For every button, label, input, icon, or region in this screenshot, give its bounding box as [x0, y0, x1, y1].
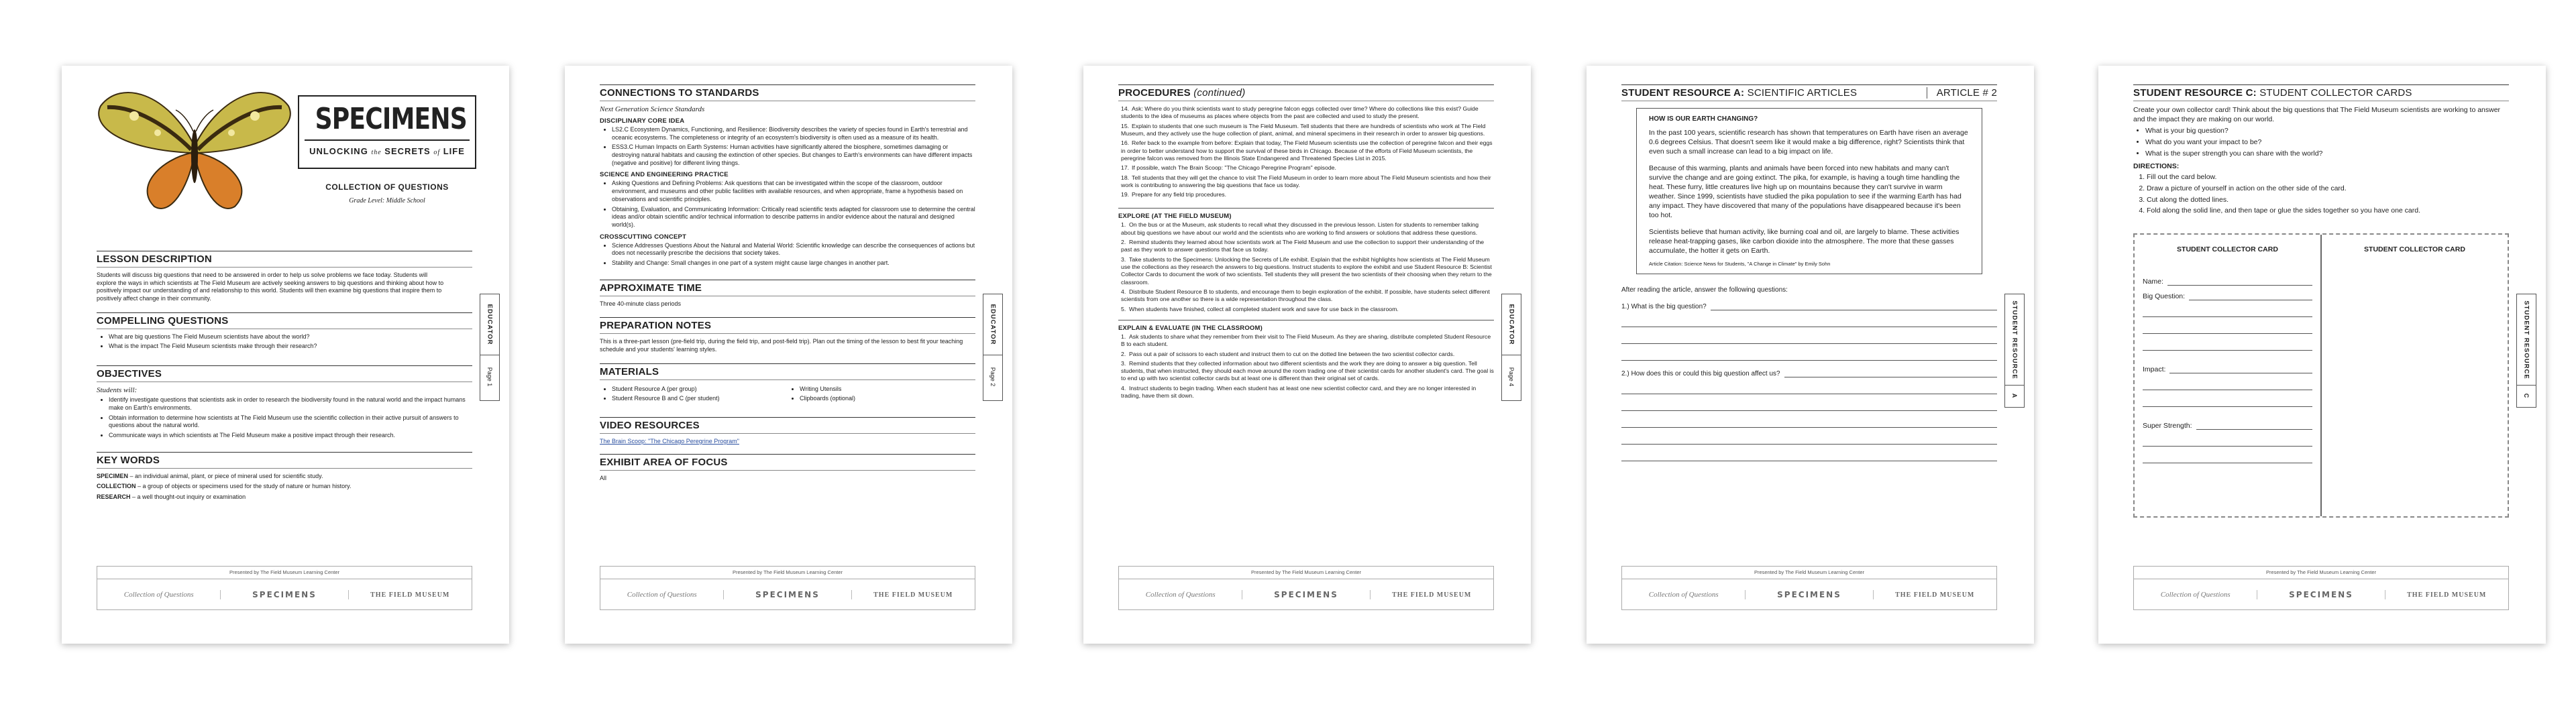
grade-level: Grade Level: Middle School: [349, 197, 425, 204]
brand-title: SPECIMENS: [315, 102, 467, 136]
page-5: [2098, 66, 2546, 644]
tab-page: Page 4: [1508, 367, 1515, 387]
answer-line[interactable]: [2143, 334, 2312, 351]
list-item: • Science Addresses Questions About the Natural and Material World: Scientific knowledge can describe the consequences of actions but does not necessarily prescribe the decisions that society takes.: [612, 242, 975, 257]
educator-tab: [983, 294, 1003, 401]
answer-line[interactable]: [1621, 344, 1997, 361]
list-item: 3. Remind students that they collected information about two different scientists and the work they are doing to answer a big question. Tell students, that when instructed, they should each move around the room trading one of their scientist cards for another student's card. The goal is to end up with two scientist collector cards but at least one is different than their original set of cards.: [1121, 359, 1494, 382]
resource-c-bullets: [2133, 127, 2509, 158]
list-item: 2. Draw a picture of yourself in action on the other side of the card.: [2147, 184, 2509, 194]
list-item: 4. Distribute Student Resource B to students, and encourage them to begin exploration of the exhibit. If possible, have students select different scientists from one another so there is a wide representation throughout the class.: [1121, 288, 1490, 303]
list-item: 4. Fold along the solid line, and then tape or glue the sides together so you have one card.: [2147, 207, 2509, 216]
objectives-intro: Students will:: [97, 386, 138, 395]
list-item: 16. Refer back to the example from before: Explain that today, The Field Museum scientists use the collection of peregrine falcon and their eggs in order to better understand how to support the survival of these birds in Chicago. Because of the efforts of Field Museum scientists, the peregrine falcon was removed from the Illinois State Endangered and Threatened Species List in 2015.: [1121, 139, 1493, 162]
article-title: HOW IS OUR EARTH CHANGING?: [1649, 115, 1758, 123]
prep-heading: PREPARATION NOTES: [600, 317, 975, 334]
focus-heading: EXHIBIT AREA OF FOCUS: [600, 454, 975, 471]
dci-list: [600, 126, 975, 167]
keyword-collection: COLLECTION – a group of objects or specimens used for the study of nature or human history.: [97, 483, 352, 490]
list-item: • Obtain information to determine how scientists at The Field Museum use the scientific collection in their active pursuit of answers to questions about the natural world.: [109, 414, 472, 430]
list-item: • ESS3.C Human Impacts on Earth Systems: Human activities have significantly altered the biosphere, sometimes damaging or destroying natural habitats and causing the extinction of other species. But changes to Earth's environments can have different impacts (negative and positive) for different living things.: [612, 143, 975, 167]
question-1: 1.) What is the big question?: [1621, 303, 1997, 310]
materials-heading: MATERIALS: [600, 363, 975, 380]
page-footer: Presented by The Field Museum Learning Center Collection of Questions SPECIMENS THE FIELD MUSEUM: [1621, 566, 1997, 610]
list-item: • Student Resource B and C (per student): [612, 395, 788, 403]
collector-card: [2133, 233, 2509, 518]
resource-c-intro: Create your own collector card! Think about the big questions that The Field Museum scientists are working to answer and the impact they are making on our world.: [2133, 106, 2501, 124]
tab-page: Page 2: [989, 367, 996, 387]
name-label: Name:: [2143, 277, 2163, 286]
sep-heading: SCIENCE AND ENGINEERING PRACTICE: [600, 171, 729, 179]
card-front: [2135, 235, 2322, 516]
resource-a-heading: STUDENT RESOURCE A: SCIENTIFIC ARTICLES ARTICLE # 2: [1621, 84, 1997, 101]
focus-value: All: [600, 475, 607, 482]
brand-subtitle: UNLOCKING the SECRETS of LIFE: [309, 146, 465, 156]
educator-tab: [1501, 294, 1521, 401]
procedure-steps-a: [1118, 105, 1494, 198]
directions-list: [2133, 173, 2509, 216]
student-resource-tab: [2516, 294, 2536, 408]
page-footer: Presented by The Field Museum Learning Center Collection of Questions SPECIMENS THE FIELD MUSEUM: [97, 566, 472, 610]
list-item: 5. When students have finished, collect all completed student work and save for use back in the classroom.: [1121, 305, 1399, 312]
answer-line[interactable]: [1621, 394, 1997, 411]
list-item: 15. Explain to students that one such museum is The Field Museum. Tell students that there are hundreds of scientists who work at The Field Museum, and they actively use the huge collection of plant, animal, and mineral specimens in their research in order to answer big questions.: [1121, 122, 1486, 137]
answer-line[interactable]: [2143, 390, 2312, 407]
time-value: Three 40-minute class periods: [600, 300, 682, 307]
cover-header: [97, 82, 472, 283]
article-number: ARTICLE # 2: [1927, 87, 1997, 99]
list-item: • Communicate ways in which scientists at The Field Museum make a positive impact through their research.: [109, 432, 472, 440]
list-item: 18. Tell students that they will get the chance to visit The Field Museum in order to learn more about The Field Museum scientists and how their work is contributing to answering the big questions that face us today.: [1121, 174, 1491, 188]
student-resource-tab: [2004, 294, 2025, 408]
objectives-list: [97, 396, 472, 439]
keyword-research: RESEARCH – a well thought-out inquiry or examination: [97, 493, 246, 500]
procedures-heading: PROCEDURES (continued): [1118, 84, 1494, 101]
tab-label: EDUCATOR: [486, 304, 494, 345]
page-footer: Presented by The Field Museum Learning Center Collection of Questions SPECIMENS THE FIELD MUSEUM: [1118, 566, 1494, 610]
card-back: [2322, 235, 2508, 516]
ngss-label: Next Generation Science Standards: [600, 105, 705, 113]
sep-list: [600, 180, 975, 229]
strength-label: Super Strength:: [2143, 421, 2192, 430]
butterfly-illustration: [94, 86, 295, 213]
list-item: • What is the super strength you can share with the world?: [2145, 150, 2509, 159]
explore-heading: EXPLORE (AT THE FIELD MUSEUM): [1118, 208, 1494, 220]
card-title: STUDENT COLLECTOR CARD: [2364, 245, 2465, 253]
tab-letter: C: [2523, 393, 2530, 398]
answer-line[interactable]: [1621, 445, 1997, 461]
keyword-specimen: SPECIMEN – an individual animal, plant, or piece of mineral used for scientific study.: [97, 472, 323, 479]
answer-line[interactable]: [1621, 310, 1997, 327]
list-item: 14. Ask: Where do you think scientists want to study peregrine falcon eggs collected over time? Where do collections like this exist? Guide students to the idea of museums as places where objects from the past are collected and used to study the present.: [1121, 105, 1479, 120]
list-item: • LS2.C Ecosystem Dynamics, Functioning, and Resilience: Biodiversity describes the variety of species found in Earth's terrestrial and oceanic ecosystems. The completeness or integrity of an ecosystem's biodiversity is often used as a measure of its health.: [612, 126, 975, 141]
time-heading: APPROXIMATE TIME: [600, 280, 975, 296]
answer-line[interactable]: [2143, 317, 2312, 334]
tab-label: EDUCATOR: [1507, 304, 1515, 345]
answer-line[interactable]: [1621, 377, 1997, 394]
name-field[interactable]: [2167, 285, 2312, 286]
list-item: 3. Take students to the Specimens: Unlocking the Secrets of Life exhibit. Explain that the exhibit highlights how scientists at The Field Museum use the collections as they research the answers to big questions. Instruct students to explore the exhibit and use Student Resource B: Scientist Collector Cards to document the work of two scientists. Tell students they will present the two scientists of their choosing when they return to the classroom.: [1121, 255, 1492, 286]
article-box: [1636, 108, 1982, 274]
page-4: [1587, 66, 2034, 644]
standards-heading: CONNECTIONS TO STANDARDS: [600, 84, 975, 101]
article-p3: Scientists believe that human activity, like burning coal and oil, are largely to blame. These activities release heat-trapping gases, like carbon dioxide into the atmosphere. The more that these gasses accumulate, the hotter it gets on Earth.: [1649, 227, 1960, 255]
lesson-heading: LESSON DESCRIPTION: [97, 251, 472, 268]
answer-line[interactable]: [1621, 428, 1997, 445]
tab-letter: A: [2011, 393, 2018, 398]
list-item: 1. Ask students to share what they remember from their visit to The Field Museum. As they are sharing, distribute completed Student Resource B to each student.: [1121, 333, 1491, 348]
list-item: 3. Cut along the dotted lines.: [2147, 196, 2509, 205]
page-footer: Presented by The Field Museum Learning Center Collection of Questions SPECIMENS THE FIELD MUSEUM: [2133, 566, 2509, 610]
prep-notes: This is a three-part lesson (pre-field trip, during the field trip, and post-field trip). Plan out the timing of the lesson to best fit your teaching schedule and your students' learning styles.: [600, 338, 963, 353]
list-item: • Identify investigate questions that scientists ask in order to research the biodiversity found in the natural world and the impact humans make on Earth's environments.: [109, 396, 472, 412]
article-p2: Because of this warming, plants and animals have been forced into new habitats and many can't survive the change and are going extinct. The pika, for example, is having a tough time handling the heat. These furry, little creatures live high up on mountains because they can't survive in warm weather. Since 1999, scientists have studied the pika population to see if the warming Earth has had any impact. They have discovered that many of the populations have disappeared because it's been too hot.: [1649, 164, 1962, 220]
list-item: • Stability and Change: Small changes in one part of a system might cause large changes in another part.: [612, 259, 975, 268]
big-question-label: Big Question:: [2143, 292, 2186, 300]
list-item: 1. Fill out the card below.: [2147, 173, 2509, 182]
educator-tab: [480, 294, 500, 401]
dci-heading: DISCIPLINARY CORE IDEA: [600, 117, 685, 125]
list-item: • What is the impact The Field Museum scientists make through their research?: [109, 343, 472, 351]
list-item: • Student Resource A (per group): [612, 386, 788, 394]
list-item: • Obtaining, Evaluation, and Communicating Information: Critically read scientific texts adapted for classroom use to determine the central ideas and/or obtain scientific and/or technical information to describe patterns in and/or evidence about the natural and designed world(s).: [612, 206, 975, 229]
compelling-heading: COMPELLING QUESTIONS: [97, 312, 472, 329]
answer-line[interactable]: [2143, 373, 2312, 390]
cc-list: [600, 242, 975, 268]
lesson-description: Students will discuss big questions that need to be answered in order to help us solve problems we face today. Students will explore the ways in which scientists at The Field Museum are actively seeking answers to big questions and thinking about how to positively impact our understanding of and relationship to this world. Students will then examine big questions that inspire them to positively affect change in their community.: [97, 272, 444, 302]
compelling-list: [97, 333, 472, 351]
after-reading: After reading the article, answer the following questions:: [1621, 286, 1788, 294]
article-citation: Article Citation: Science News for Students, "A Change in Climate" by Emily Sohn: [1649, 261, 1831, 268]
answer-line[interactable]: [2143, 447, 2312, 463]
video-link[interactable]: The Brain Scoop: "The Chicago Peregrine Program": [600, 438, 739, 445]
list-item: • What do you want your impact to be?: [2145, 138, 2509, 148]
page-3: [1083, 66, 1531, 644]
cc-heading: CROSSCUTTING CONCEPT: [600, 233, 687, 241]
list-item: • What are big questions The Field Museum scientists have about the world?: [109, 333, 472, 341]
answer-line[interactable]: [2143, 300, 2312, 317]
list-item: 17. If possible, watch The Brain Scoop: "The Chicago Peregrine Program" episode.: [1121, 164, 1336, 172]
page-1: [62, 66, 509, 644]
answer-line[interactable]: [1621, 411, 1997, 428]
procedure-steps-c: [1118, 333, 1494, 400]
list-item: 2. Pass out a pair of scissors to each student and instruct them to cut on the dotted line between the two scientist collector cards.: [1121, 350, 1455, 357]
card-title: STUDENT COLLECTOR CARD: [2177, 245, 2278, 253]
list-item: • What is your big question?: [2145, 127, 2509, 136]
materials-list: [600, 384, 975, 408]
list-item: 1. On the bus or at the Museum, ask students to recall what they discussed in the previous lesson. Listen for students to remember talking about big questions we have about our world and the scientists who are working to find answers or solutions that address these questions.: [1121, 221, 1479, 236]
page-2: [565, 66, 1012, 644]
list-item: • Asking Questions and Defining Problems: Ask questions that can be investigated within the scope of the classroom, outdoor environment, and museums and other public facilities with available resources, and when appropriate, frame a hypothesis based on observations and scientific principles.: [612, 180, 975, 203]
brand-box: [298, 95, 476, 169]
page-footer: Presented by The Field Museum Learning Center Collection of Questions SPECIMENS THE FIELD MUSEUM: [600, 566, 975, 610]
explain-heading: EXPLAIN & EVALUATE (IN THE CLASSROOM): [1118, 320, 1494, 332]
list-item: 4. Instruct students to begin trading. When each student has at least one new scientist collector card, and they are no longer interested in trading, have them sit down.: [1121, 384, 1477, 400]
strength-field[interactable]: [2196, 429, 2312, 430]
question-2: 2.) How does this or could this big question affect us?: [1621, 370, 1997, 377]
list-item: 2. Remind students they learned about how scientists work at The Field Museum and use the collection to support their understanding of the past as they work to answer questions that face us today.: [1121, 239, 1485, 253]
tab-label: STUDENT RESOURCE: [2522, 300, 2530, 379]
directions-heading: DIRECTIONS:: [2133, 162, 2180, 171]
objectives-heading: OBJECTIVES: [97, 365, 472, 382]
video-heading: VIDEO RESOURCES: [600, 417, 975, 434]
tab-label: EDUCATOR: [989, 304, 997, 345]
answer-line[interactable]: [2143, 430, 2312, 447]
tab-label: STUDENT RESOURCE: [2010, 300, 2019, 379]
impact-label: Impact:: [2143, 365, 2166, 373]
tab-page: Page 1: [486, 367, 493, 387]
resource-c-heading: STUDENT RESOURCE C: STUDENT COLLECTOR CARDS: [2133, 84, 2509, 101]
article-p1: In the past 100 years, scientific research has shown that temperatures on Earth have risen an average 0.6 degrees Celsius. That doesn't seem like it would make a big difference, right? Scientists think that even such a small increase can lead to a big impact on life.: [1649, 129, 1968, 156]
answer-line[interactable]: [1621, 327, 1997, 344]
keywords-heading: KEY WORDS: [97, 452, 472, 469]
list-item: • Clipboards (optional): [800, 395, 975, 403]
procedure-steps-b: [1118, 221, 1494, 312]
list-item: • Writing Utensils: [800, 386, 975, 394]
collection-label: COLLECTION OF QUESTIONS: [325, 182, 449, 192]
list-item: 19. Prepare for any field trip procedures.: [1121, 191, 1227, 198]
